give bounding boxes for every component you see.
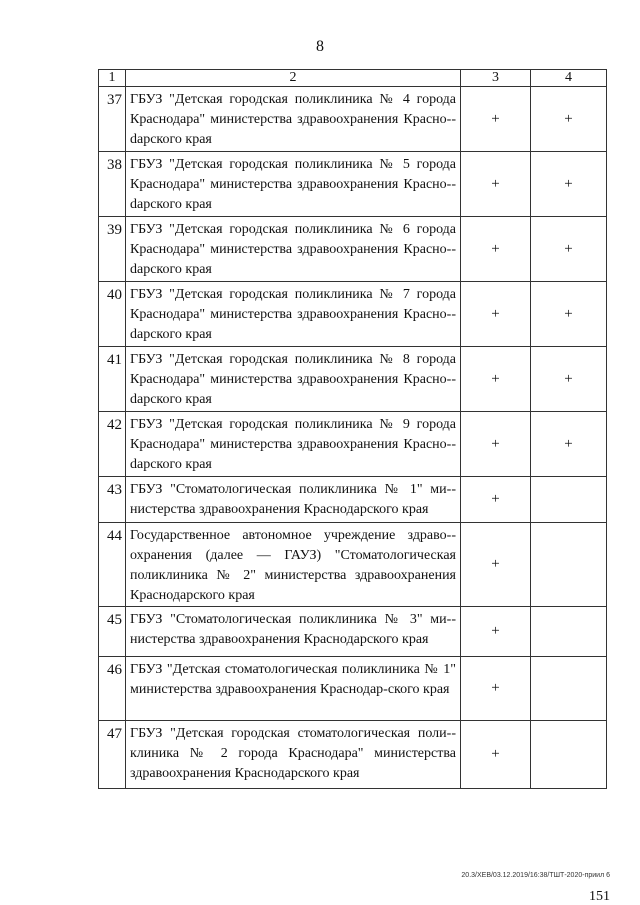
organization-name: ГБУЗ "Детская стоматологическая поликлиника № 1" министерства здравоохранения Краснодар-ского края <box>126 657 461 721</box>
column-header-2: 2 <box>126 70 461 87</box>
row-number: 37 <box>99 87 126 152</box>
table-row <box>99 87 607 152</box>
organization-name: ГБУЗ "Стоматологическая поликлиника № 1" ми-нистерства здравоохранения Краснодарского края <box>126 477 461 523</box>
column-3-mark: + <box>461 217 531 282</box>
organization-name: ГБУЗ "Детская городская поликлиника № 7 города Краснодара" министерства здравоохранения Красно-dарского края <box>126 282 461 347</box>
column-4-mark: + <box>531 87 607 152</box>
row-number: 43 <box>99 477 126 523</box>
column-3-mark: + <box>461 607 531 657</box>
table-row <box>99 217 607 282</box>
row-number: 38 <box>99 152 126 217</box>
table-row <box>99 347 607 412</box>
page-number: 8 <box>316 38 324 55</box>
column-header-4: 4 <box>531 70 607 87</box>
column-4-mark <box>531 523 607 607</box>
column-3-mark: + <box>461 721 531 789</box>
column-3-mark: + <box>461 282 531 347</box>
column-header-1: 1 <box>99 70 126 87</box>
organization-name: ГБУЗ "Стоматологическая поликлиника № 3" ми-нистерства здравоохранения Краснодарского края <box>126 607 461 657</box>
column-4-mark: + <box>531 152 607 217</box>
table-row <box>99 412 607 477</box>
table-row <box>99 523 607 607</box>
organization-name: ГБУЗ "Детская городская поликлиника № 4 города Краснодара" министерства здравоохранения Красно-dарского края <box>126 87 461 152</box>
column-3-mark: + <box>461 523 531 607</box>
table-row <box>99 282 607 347</box>
table-row <box>99 152 607 217</box>
organization-name: ГБУЗ "Детская городская поликлиника № 9 города Краснодара" министерства здравоохранения Красно-dарского края <box>126 412 461 477</box>
table-row <box>99 607 607 657</box>
column-3-mark: + <box>461 152 531 217</box>
organization-name: ГБУЗ "Детская городская стоматологическая поли-клиника № 2 города Краснодара" министерства здравоохранения Краснодарского края <box>126 721 461 789</box>
organization-name: ГБУЗ "Детская городская поликлиника № 8 города Краснодара" министерства здравоохранения Красно-dарского края <box>126 347 461 412</box>
table-header-row <box>99 70 607 87</box>
column-3-mark: + <box>461 87 531 152</box>
column-3-mark: + <box>461 347 531 412</box>
row-number: 39 <box>99 217 126 282</box>
column-3-mark: + <box>461 657 531 721</box>
column-4-mark <box>531 721 607 789</box>
column-4-mark: + <box>531 217 607 282</box>
row-number: 47 <box>99 721 126 789</box>
table-row <box>99 657 607 721</box>
organization-name: ГБУЗ "Детская городская поликлиника № 5 города Краснодара" министерства здравоохранения Красно-dарского края <box>126 152 461 217</box>
column-4-mark <box>531 657 607 721</box>
organization-name: ГБУЗ "Детская городская поликлиника № 6 города Краснодара" министерства здравоохранения Красно-dарского края <box>126 217 461 282</box>
document-code: 20.3/ХЕВ/03.12.2019/16:38/ТШТ-2020-приил 6 <box>461 872 610 879</box>
row-number: 41 <box>99 347 126 412</box>
column-4-mark <box>531 607 607 657</box>
row-number: 45 <box>99 607 126 657</box>
document-table <box>98 69 607 789</box>
column-4-mark <box>531 477 607 523</box>
column-3-mark: + <box>461 477 531 523</box>
column-3-mark: + <box>461 412 531 477</box>
table-row <box>99 477 607 523</box>
column-4-mark: + <box>531 412 607 477</box>
column-4-mark: + <box>531 347 607 412</box>
row-number: 40 <box>99 282 126 347</box>
column-4-mark: + <box>531 282 607 347</box>
footer-page-number: 151 <box>589 889 610 904</box>
table-row <box>99 721 607 789</box>
row-number: 46 <box>99 657 126 721</box>
row-number: 42 <box>99 412 126 477</box>
organization-name: Государственное автономное учреждение здраво-охранения (далее — ГАУЗ) "Стоматологическая поликлиника № 2" министерства здравоохранения Краснодарского края <box>126 523 461 607</box>
column-header-3: 3 <box>461 70 531 87</box>
row-number: 44 <box>99 523 126 607</box>
